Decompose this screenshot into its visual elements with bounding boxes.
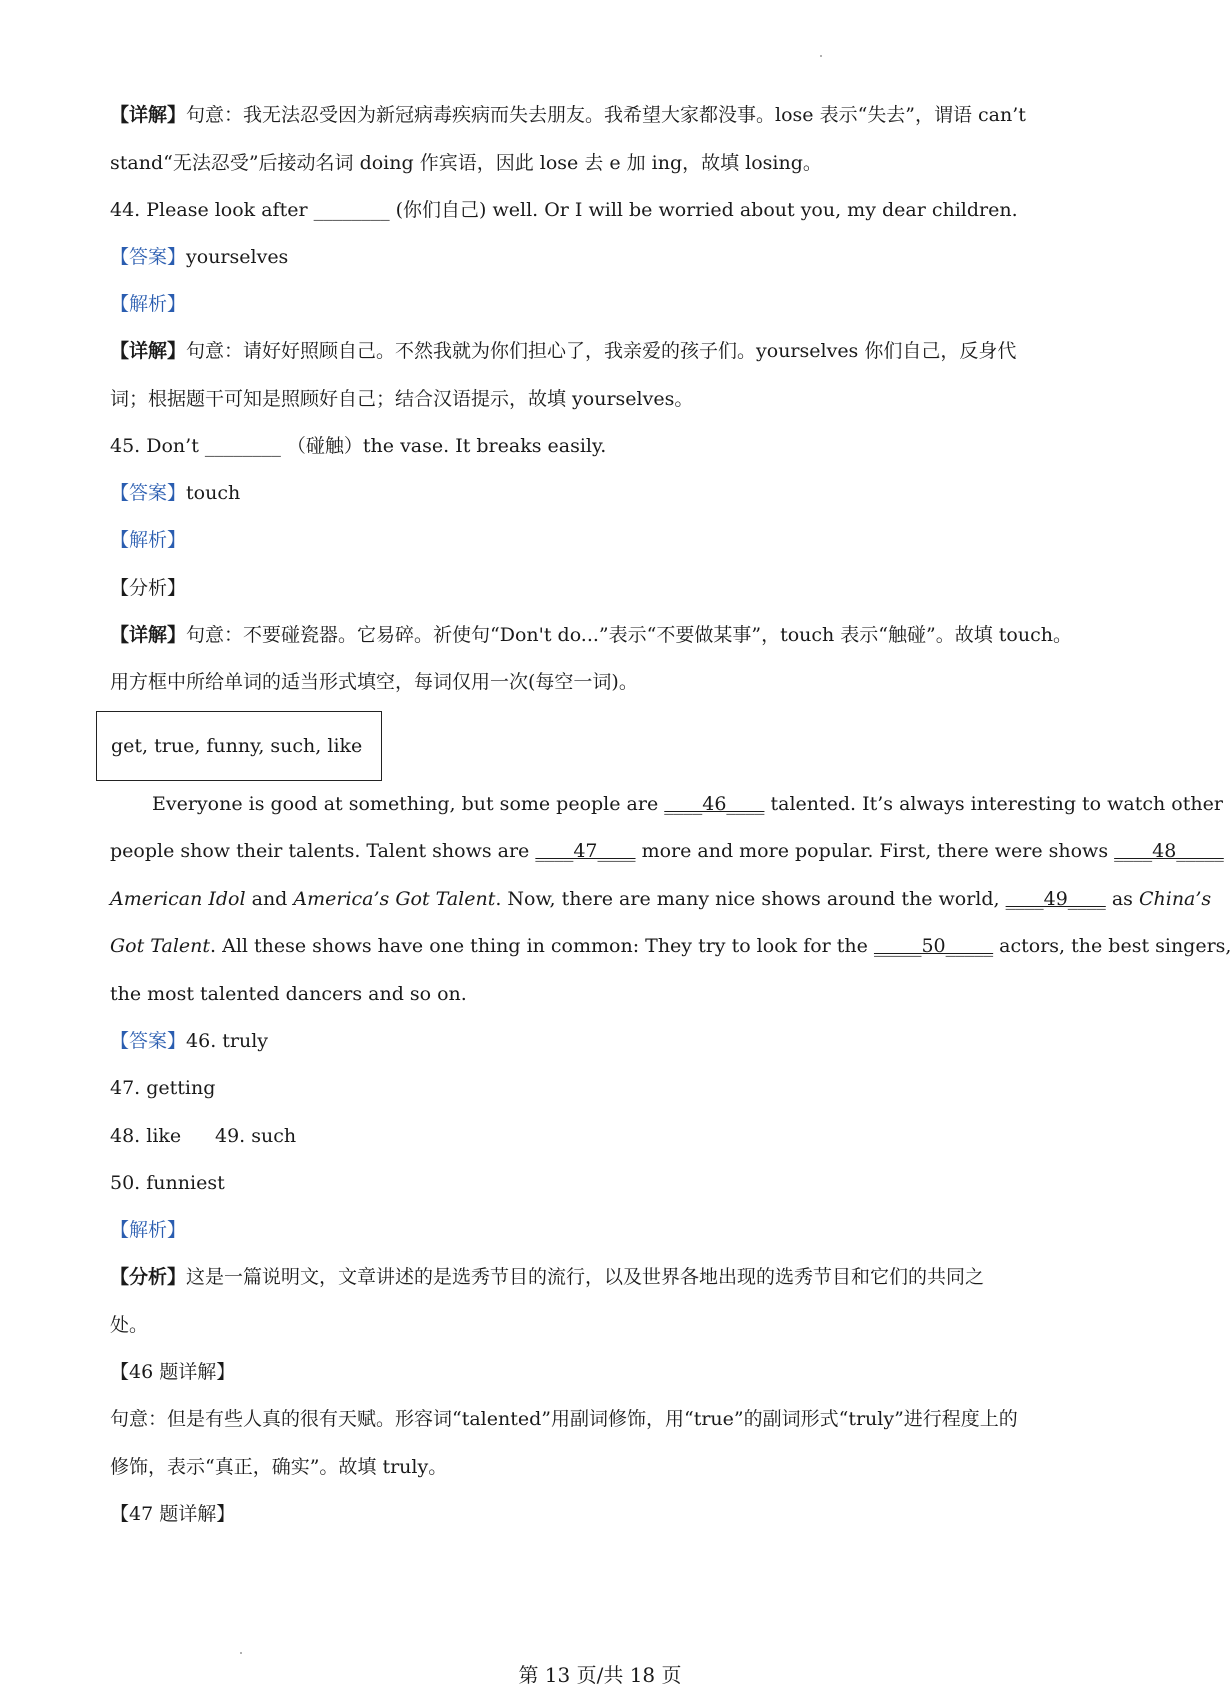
answer-label: 【答案】 [110, 482, 187, 504]
q45-question: 45. Don’t ________ （碰触）the vase. It breaks easily. [110, 435, 607, 457]
analysis-fenxi-line-1 [110, 1265, 984, 1289]
q43-detail-line-2: stand“无法忍受”后接动名词 doing 作宾语，因此 lose 去 e 加 ing，故填 losing。 [110, 152, 822, 174]
scan-dot [240, 1652, 242, 1654]
passage-text: . All these shows have one thing in common: They try to look for the [210, 935, 874, 957]
passage-line-5: the most talented dancers and so on. [110, 983, 467, 1005]
word-box [96, 711, 382, 781]
analysis-fenxi-line-2: 处。 [110, 1314, 149, 1336]
answer-label: 【答案】 [110, 1030, 187, 1052]
answer-46: 46. truly [186, 1030, 269, 1052]
detail-text: 句意：请好好照顾自己。不然我就为你们担心了，我亲爱的孩子们。yourselves 你们自己，反身代 [186, 340, 1017, 362]
page-number-footer: 第 13 页/共 18 页 [518, 1663, 682, 1687]
analysis-label: 【解析】 [110, 1219, 187, 1241]
q44-detail-line-1 [110, 339, 1016, 363]
answer-text: yourselves [186, 246, 289, 268]
q44-answer [110, 245, 288, 269]
blank-48: ____48_____ [1114, 840, 1224, 862]
answer-text: touch [186, 482, 241, 504]
fenxi-label: 【分析】 [110, 1266, 187, 1288]
passage-text: . Now, there are many nice shows around the world, [495, 888, 1006, 910]
passage-text: actors, the best singers, [993, 935, 1231, 957]
q45-fenxi-label: 【分析】 [110, 577, 187, 599]
answer-49: 49. such [215, 1125, 297, 1147]
answer-48: 48. like [110, 1125, 182, 1147]
passage-line-2 [110, 839, 1224, 863]
passage-line-4 [110, 934, 1231, 958]
q44-analysis-label: 【解析】 [110, 293, 187, 315]
passage-text: people show their talents. Talent shows are [110, 840, 536, 862]
passage-text: as [1105, 888, 1139, 910]
blank-47: ____47____ [535, 840, 636, 862]
show-title: American Idol [110, 888, 246, 910]
passage-text: and [245, 888, 294, 910]
detail-46-label: 【46 题详解】 [110, 1361, 236, 1383]
answer-50: 50. funniest [110, 1172, 225, 1194]
q44-detail-line-2: 词；根据题干可知是照顾好自己；结合汉语提示，故填 yourselves。 [110, 388, 694, 410]
q43-detail-line-1 [110, 103, 1026, 127]
show-title: China’s [1138, 888, 1212, 910]
answer-47: 47. getting [110, 1077, 216, 1099]
passage-text: more and more popular. First, there were shows [635, 840, 1115, 862]
detail-label: 【详解】 [110, 340, 187, 362]
show-title: America’s Got Talent [293, 888, 496, 910]
detail-label: 【详解】 [110, 624, 187, 646]
blank-50: _____50_____ [873, 935, 994, 957]
blank-49: ____49____ [1005, 888, 1106, 910]
passage-text: Everyone is good at something, but some people are [152, 793, 665, 815]
section-instruction: 用方框中所给单词的适当形式填空，每词仅用一次(每空一词)。 [110, 671, 638, 693]
q44-question: 44. Please look after ________ (你们自己) well. Or I will be worried about you, my dear children. [110, 199, 1018, 221]
passage-line-1 [152, 792, 1223, 816]
passage-text: talented. It’s always interesting to watch other [764, 793, 1223, 815]
detail-text: 句意：我无法忍受因为新冠病毒疾病而失去朋友。我希望大家都没事。lose 表示“失去”，谓语 can’t [186, 104, 1026, 126]
answer-label: 【答案】 [110, 246, 187, 268]
detail-47-label: 【47 题详解】 [110, 1503, 236, 1525]
q45-detail [110, 623, 1072, 647]
scan-dot [820, 55, 822, 57]
q45-analysis-label: 【解析】 [110, 529, 187, 551]
fenxi-text: 这是一篇说明文，文章讲述的是选秀节目的流行，以及世界各地出现的选秀节目和它们的共同之 [186, 1266, 985, 1288]
q45-answer [110, 481, 240, 505]
detail-label: 【详解】 [110, 104, 187, 126]
passage-line-3 [110, 887, 1211, 911]
detail-46-line-1: 句意：但是有些人真的很有天赋。形容词“talented”用副词修饰，用“true”的副词形式“truly”进行程度上的 [110, 1408, 1018, 1430]
blank-46: ____46____ [664, 793, 765, 815]
word-box-text: get, true, funny, such, like [111, 735, 363, 757]
detail-46-line-2: 修饰，表示“真正，确实”。故填 truly。 [110, 1456, 448, 1478]
show-title: Got Talent [110, 935, 211, 957]
answers-line-1 [110, 1029, 268, 1053]
detail-text: 句意：不要碰瓷器。它易碎。祈使句“Don't do...”表示“不要做某事”，touch 表示“触碰”。故填 touch。 [186, 624, 1072, 646]
